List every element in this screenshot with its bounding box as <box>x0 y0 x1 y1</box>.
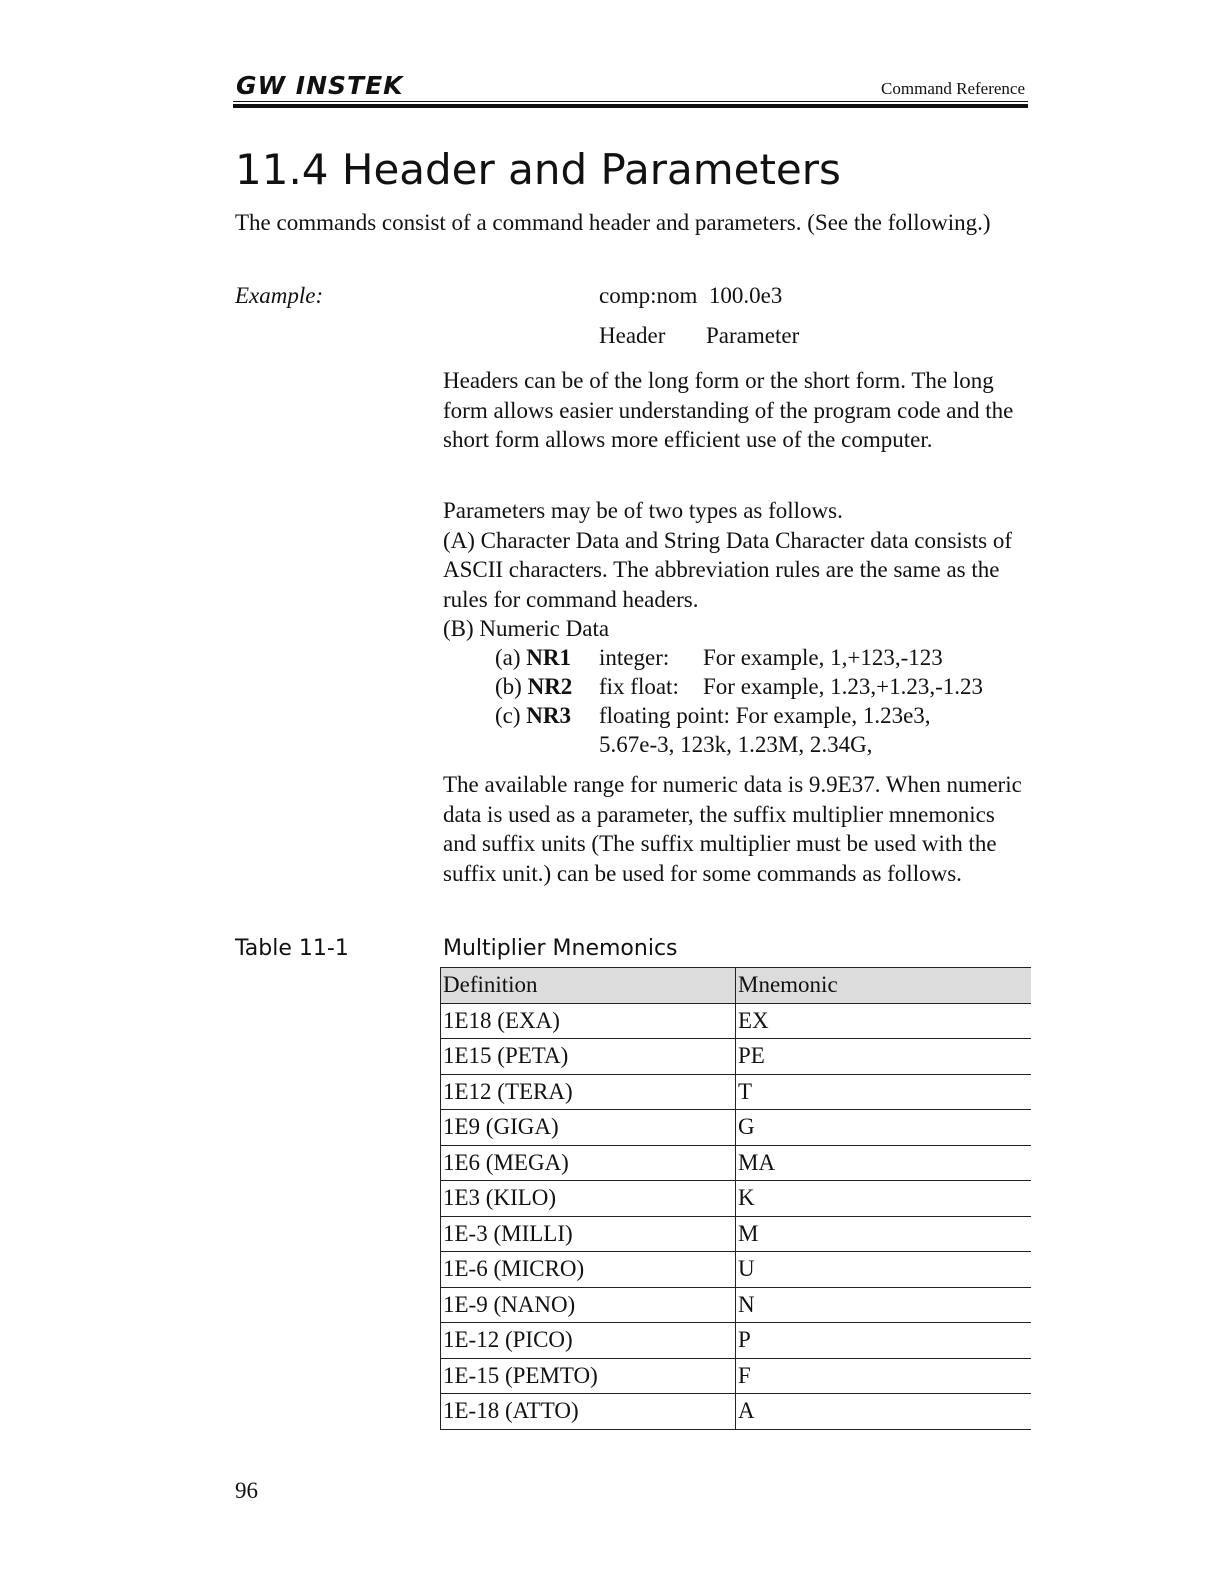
table-row <box>441 1039 1032 1075</box>
character-data-description: (A) Character Data and String Data Character data consists of ASCII characters. The abbreviation rules are the same as the rules for command headers. <box>443 527 1013 612</box>
example-header-label: Header <box>599 323 666 348</box>
nr3-continuation: 5.67e-3, 123k, 1.23M, 2.34G, <box>599 732 873 757</box>
column-header-mnemonic: Mnemonic <box>736 968 1032 1004</box>
table-row <box>441 1074 1032 1110</box>
nr-code: NR1 <box>526 645 572 670</box>
header-forms-paragraph: Headers can be of the long form or the short form. The long form allows easier understanding of the program code and the short form allows more efficient use of the computer. <box>443 368 1014 452</box>
mnemonic-cell: P <box>736 1323 1032 1359</box>
table-row <box>441 1216 1032 1252</box>
nr1-type: integer: <box>599 645 670 670</box>
parameter-types-block <box>443 496 1023 644</box>
nr-code: NR3 <box>526 703 572 728</box>
numeric-range-paragraph: The available range for numeric data is 9.9E37. When numeric data is used as a parameter, the suffix multiplier mnemonics and suffix units (The suffix multiplier must be used with the suffix unit.) can be used for some commands as follows. <box>443 772 1022 886</box>
parameter-types-intro: Parameters may be of two types as follows. <box>443 498 843 523</box>
table-row <box>441 1145 1032 1181</box>
table-row <box>441 1252 1032 1288</box>
example-command: comp:nom 100.0e3 <box>599 283 783 308</box>
definition-cell: 1E12 (TERA) <box>441 1074 736 1110</box>
section-title: 11.4 Header and Parameters <box>235 145 841 194</box>
page-number: 96 <box>235 1478 258 1503</box>
mnemonic-cell: F <box>736 1358 1032 1394</box>
table-caption: Multiplier Mnemonics <box>443 936 678 961</box>
table-header-row <box>441 968 1032 1004</box>
column-header-definition: Definition <box>441 968 736 1004</box>
mnemonic-cell: G <box>736 1110 1032 1146</box>
mnemonic-cell: U <box>736 1252 1032 1288</box>
definition-cell: 1E9 (GIGA) <box>441 1110 736 1146</box>
example-label: Example: <box>235 283 324 308</box>
mnemonic-cell: EX <box>736 1003 1032 1039</box>
mnemonic-cell: N <box>736 1287 1032 1323</box>
nr1-row <box>495 643 571 673</box>
mnemonic-cell: MA <box>736 1145 1032 1181</box>
nr2-example: For example, 1.23,+1.23,-1.23 <box>703 674 983 699</box>
intro-paragraph: The commands consist of a command header and parameters. (See the following.) <box>235 210 991 235</box>
table-row <box>441 1394 1032 1430</box>
table-row <box>441 1287 1032 1323</box>
nr2-type: fix float: <box>599 674 679 699</box>
table-row <box>441 1358 1032 1394</box>
nr1-example: For example, 1,+123,-123 <box>703 645 943 670</box>
nr-index: (a) <box>495 645 521 670</box>
definition-cell: 1E3 (KILO) <box>441 1181 736 1217</box>
definition-cell: 1E6 (MEGA) <box>441 1145 736 1181</box>
table-row <box>441 1003 1032 1039</box>
definition-cell: 1E-12 (PICO) <box>441 1323 736 1359</box>
header-rule-thin <box>233 101 1028 102</box>
definition-cell: 1E-18 (ATTO) <box>441 1394 736 1430</box>
running-header-title: Command Reference <box>881 79 1025 98</box>
mnemonic-cell: K <box>736 1181 1032 1217</box>
header-rule-thick <box>233 104 1028 108</box>
numeric-data-heading: (B) Numeric Data <box>443 616 610 641</box>
table-row <box>441 1110 1032 1146</box>
mnemonic-cell: A <box>736 1394 1032 1430</box>
definition-cell: 1E-9 (NANO) <box>441 1287 736 1323</box>
definition-cell: 1E15 (PETA) <box>441 1039 736 1075</box>
table-label: Table 11-1 <box>235 936 349 961</box>
mnemonic-cell: M <box>736 1216 1032 1252</box>
example-parameter-label: Parameter <box>706 323 800 348</box>
multiplier-mnemonics-table <box>440 967 1031 1430</box>
definition-cell: 1E-15 (PEMTO) <box>441 1358 736 1394</box>
definition-cell: 1E18 (EXA) <box>441 1003 736 1039</box>
table-row <box>441 1181 1032 1217</box>
nr2-row <box>495 672 572 702</box>
nr3-row <box>495 701 571 731</box>
nr-code: NR2 <box>527 674 573 699</box>
definition-cell: 1E-6 (MICRO) <box>441 1252 736 1288</box>
definition-cell: 1E-3 (MILLI) <box>441 1216 736 1252</box>
mnemonic-cell: PE <box>736 1039 1032 1075</box>
nr3-type: floating point: For example, 1.23e3, <box>599 703 931 728</box>
brand-logo: GW INSTEK <box>236 71 404 100</box>
table-row <box>441 1323 1032 1359</box>
nr-index: (c) <box>495 703 521 728</box>
mnemonic-cell: T <box>736 1074 1032 1110</box>
nr-index: (b) <box>495 674 522 699</box>
